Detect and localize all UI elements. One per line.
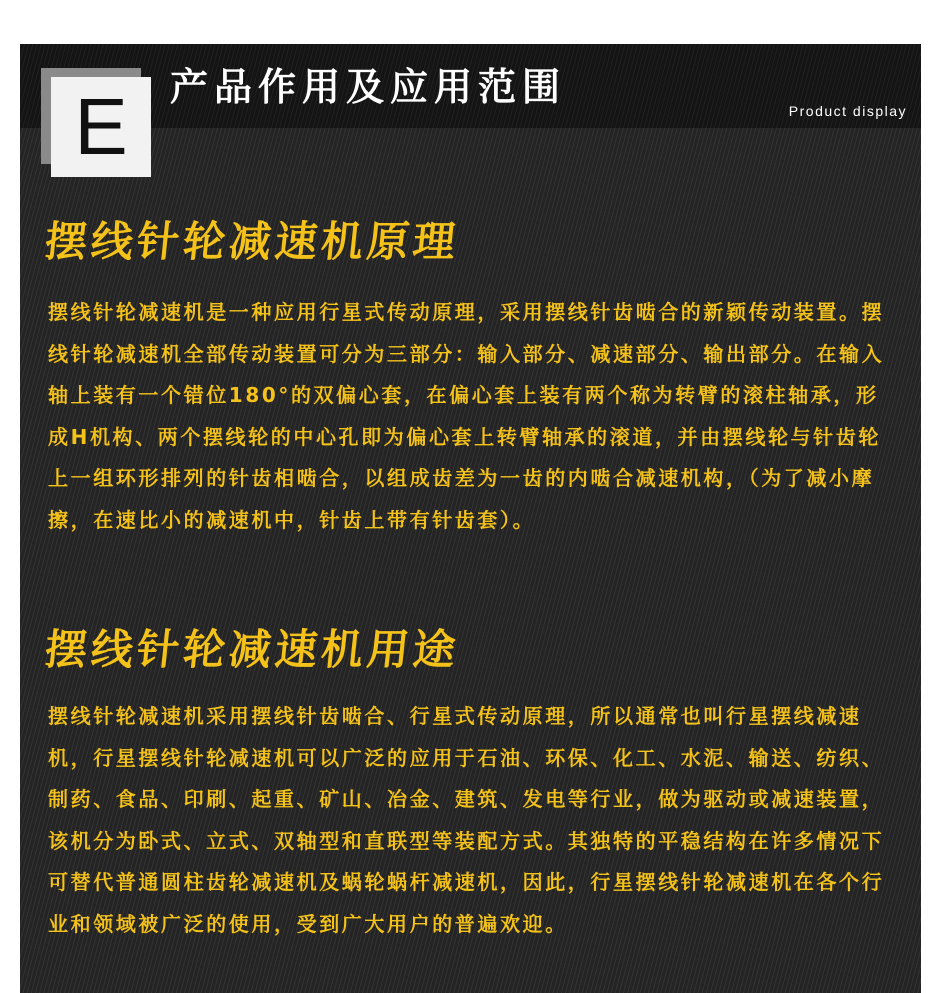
usage-heading: 摆线针轮减速机用途 <box>42 625 462 674</box>
principle-heading: 摆线针轮减速机原理 <box>42 217 462 266</box>
section-header-title: 产品作用及应用范围 <box>170 65 567 109</box>
content-panel <box>20 44 921 993</box>
section-badge: E <box>51 77 151 177</box>
section-header-subtitle: Product display <box>788 103 907 119</box>
principle-paragraph: 摆线针轮减速机是一种应用行星式传动原理，采用摆线针齿啮合的新颖传动装置。摆线针轮减速机全部传动装置可分为三部分：输入部分、减速部分、输出部分。在输入轴上装有一个错位180°的双偏心套，在偏心套上装有两个称为转臂的滚柱轴承，形成H机构、两个摆线轮的中心孔即为偏心套上转臂轴承的滚道，并由摆线轮与针齿轮上一组环形排列的针齿相啮合，以组成齿差为一齿的内啮合减速机构，（为了减小摩擦，在速比小的减速机中，针齿上带有针齿套）。 <box>48 300 885 532</box>
usage-paragraph: 摆线针轮减速机采用摆线针齿啮合、行星式传动原理，所以通常也叫行星摆线减速机，行星摆线针轮减速机可以广泛的应用于石油、环保、化工、水泥、输送、纺织、制药、食品、印刷、起重、矿山、冶金、建筑、发电等行业，做为驱动或减速装置，该机分为卧式、立式、双轴型和直联型等装配方式。其独特的平稳结构在许多情况下可替代普通圆柱齿轮减速机及蜗轮蜗杆减速机，因此，行星摆线针轮减速机在各个行业和领域被广泛的使用，受到广大用户的普遍欢迎。 <box>48 704 885 936</box>
